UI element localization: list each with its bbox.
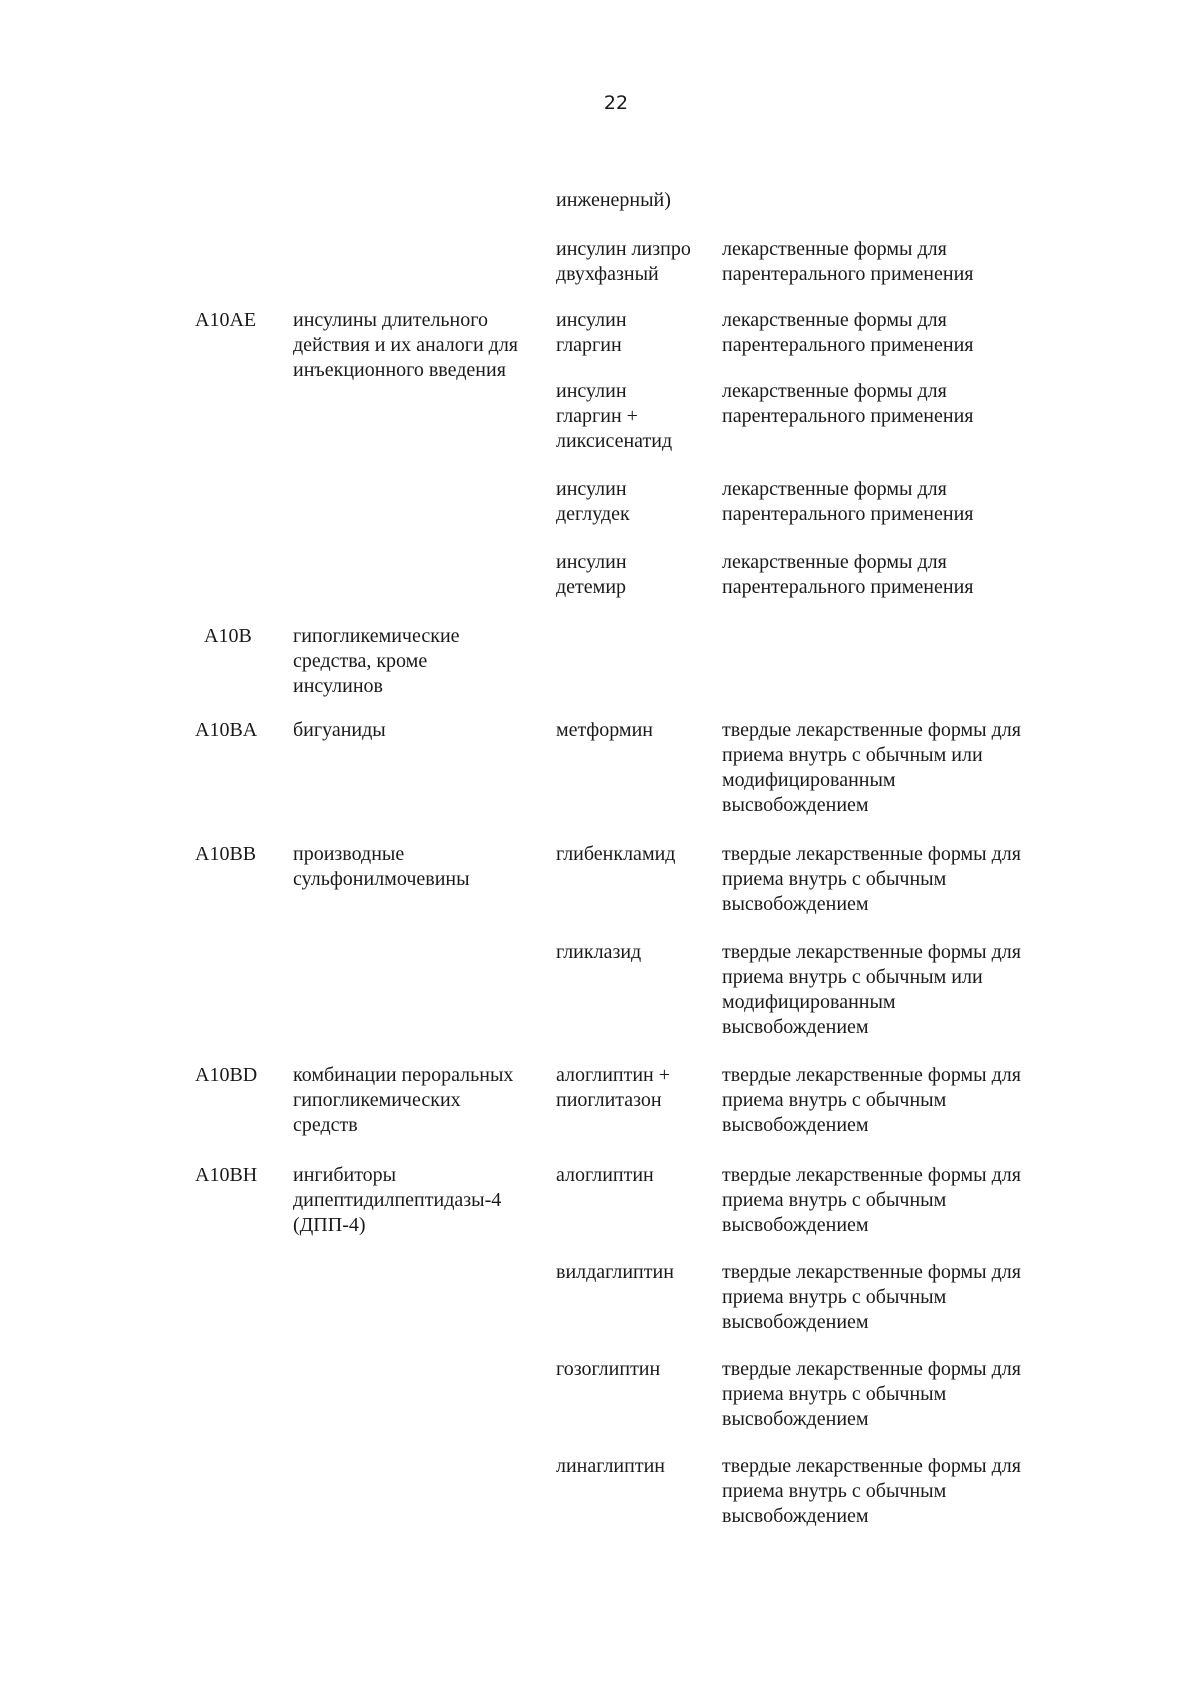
dosage-form: твердые лекарственные формы для приема внутрь с обычным высвобождением: [722, 1261, 1021, 1333]
drug-name: инсулин гларгин + ликсисенатид: [556, 380, 673, 452]
dosage-form: лекарственные формы для парентерального применения: [722, 478, 974, 525]
atc-group-name: комбинации пероральных гипогликемических средств: [293, 1064, 514, 1136]
atc-code: A10BH: [195, 1164, 258, 1186]
page-number: 22: [603, 92, 629, 114]
drug-name: метформин: [556, 719, 653, 741]
drug-name: инсулин деглудек: [556, 478, 630, 525]
atc-group-name: производные сульфонилмочевины: [293, 843, 470, 890]
atc-code: A10BB: [195, 843, 257, 865]
dosage-form: лекарственные формы для парентерального применения: [722, 551, 974, 598]
atc-code: A10AE: [195, 309, 257, 331]
atc-code: A10BA: [195, 719, 258, 741]
dosage-form: твердые лекарственные формы для приема внутрь с обычным высвобождением: [722, 1164, 1021, 1236]
drug-name: гозоглиптин: [556, 1358, 661, 1380]
drug-name: вилдаглиптин: [556, 1261, 674, 1283]
dosage-form: твердые лекарственные формы для приема внутрь с обычным высвобождением: [722, 843, 1021, 915]
atc-code: A10B: [204, 625, 252, 647]
dosage-form: твердые лекарственные формы для приема внутрь с обычным или модифицированным высвобождением: [722, 719, 1021, 816]
drug-name: инсулин гларгин: [556, 309, 627, 356]
atc-group-name: ингибиторы дипептидилпептидазы-4 (ДПП-4): [293, 1164, 502, 1236]
atc-group-name: бигуаниды: [293, 719, 386, 741]
dosage-form: твердые лекарственные формы для приема внутрь с обычным высвобождением: [722, 1358, 1021, 1430]
dosage-form: твердые лекарственные формы для приема внутрь с обычным или модифицированным высвобождением: [722, 941, 1021, 1038]
dosage-form: твердые лекарственные формы для приема внутрь с обычным высвобождением: [722, 1064, 1021, 1136]
drug-name: линаглиптин: [556, 1455, 665, 1477]
drug-name: глибенкламид: [556, 843, 676, 865]
drug-name: инсулин лизпро двухфазный: [556, 238, 691, 285]
drug-name: алоглиптин: [556, 1164, 654, 1186]
drug-name: алоглиптин + пиоглитазон: [556, 1064, 671, 1111]
drug-name: инсулин детемир: [556, 551, 627, 598]
atc-group-name: инсулины длительного действия и их аналоги для инъекционного введения: [293, 309, 518, 381]
dosage-form: лекарственные формы для парентерального применения: [722, 309, 974, 356]
dosage-form: твердые лекарственные формы для приема внутрь с обычным высвобождением: [722, 1455, 1021, 1527]
drug-name: гликлазид: [556, 941, 642, 963]
dosage-form: лекарственные формы для парентерального применения: [722, 238, 974, 285]
dosage-form: лекарственные формы для парентерального применения: [722, 380, 974, 427]
atc-code: A10BD: [195, 1064, 258, 1086]
atc-group-name: гипогликемические средства, кроме инсулинов: [293, 625, 460, 697]
drug-name: инженерный): [556, 189, 671, 211]
